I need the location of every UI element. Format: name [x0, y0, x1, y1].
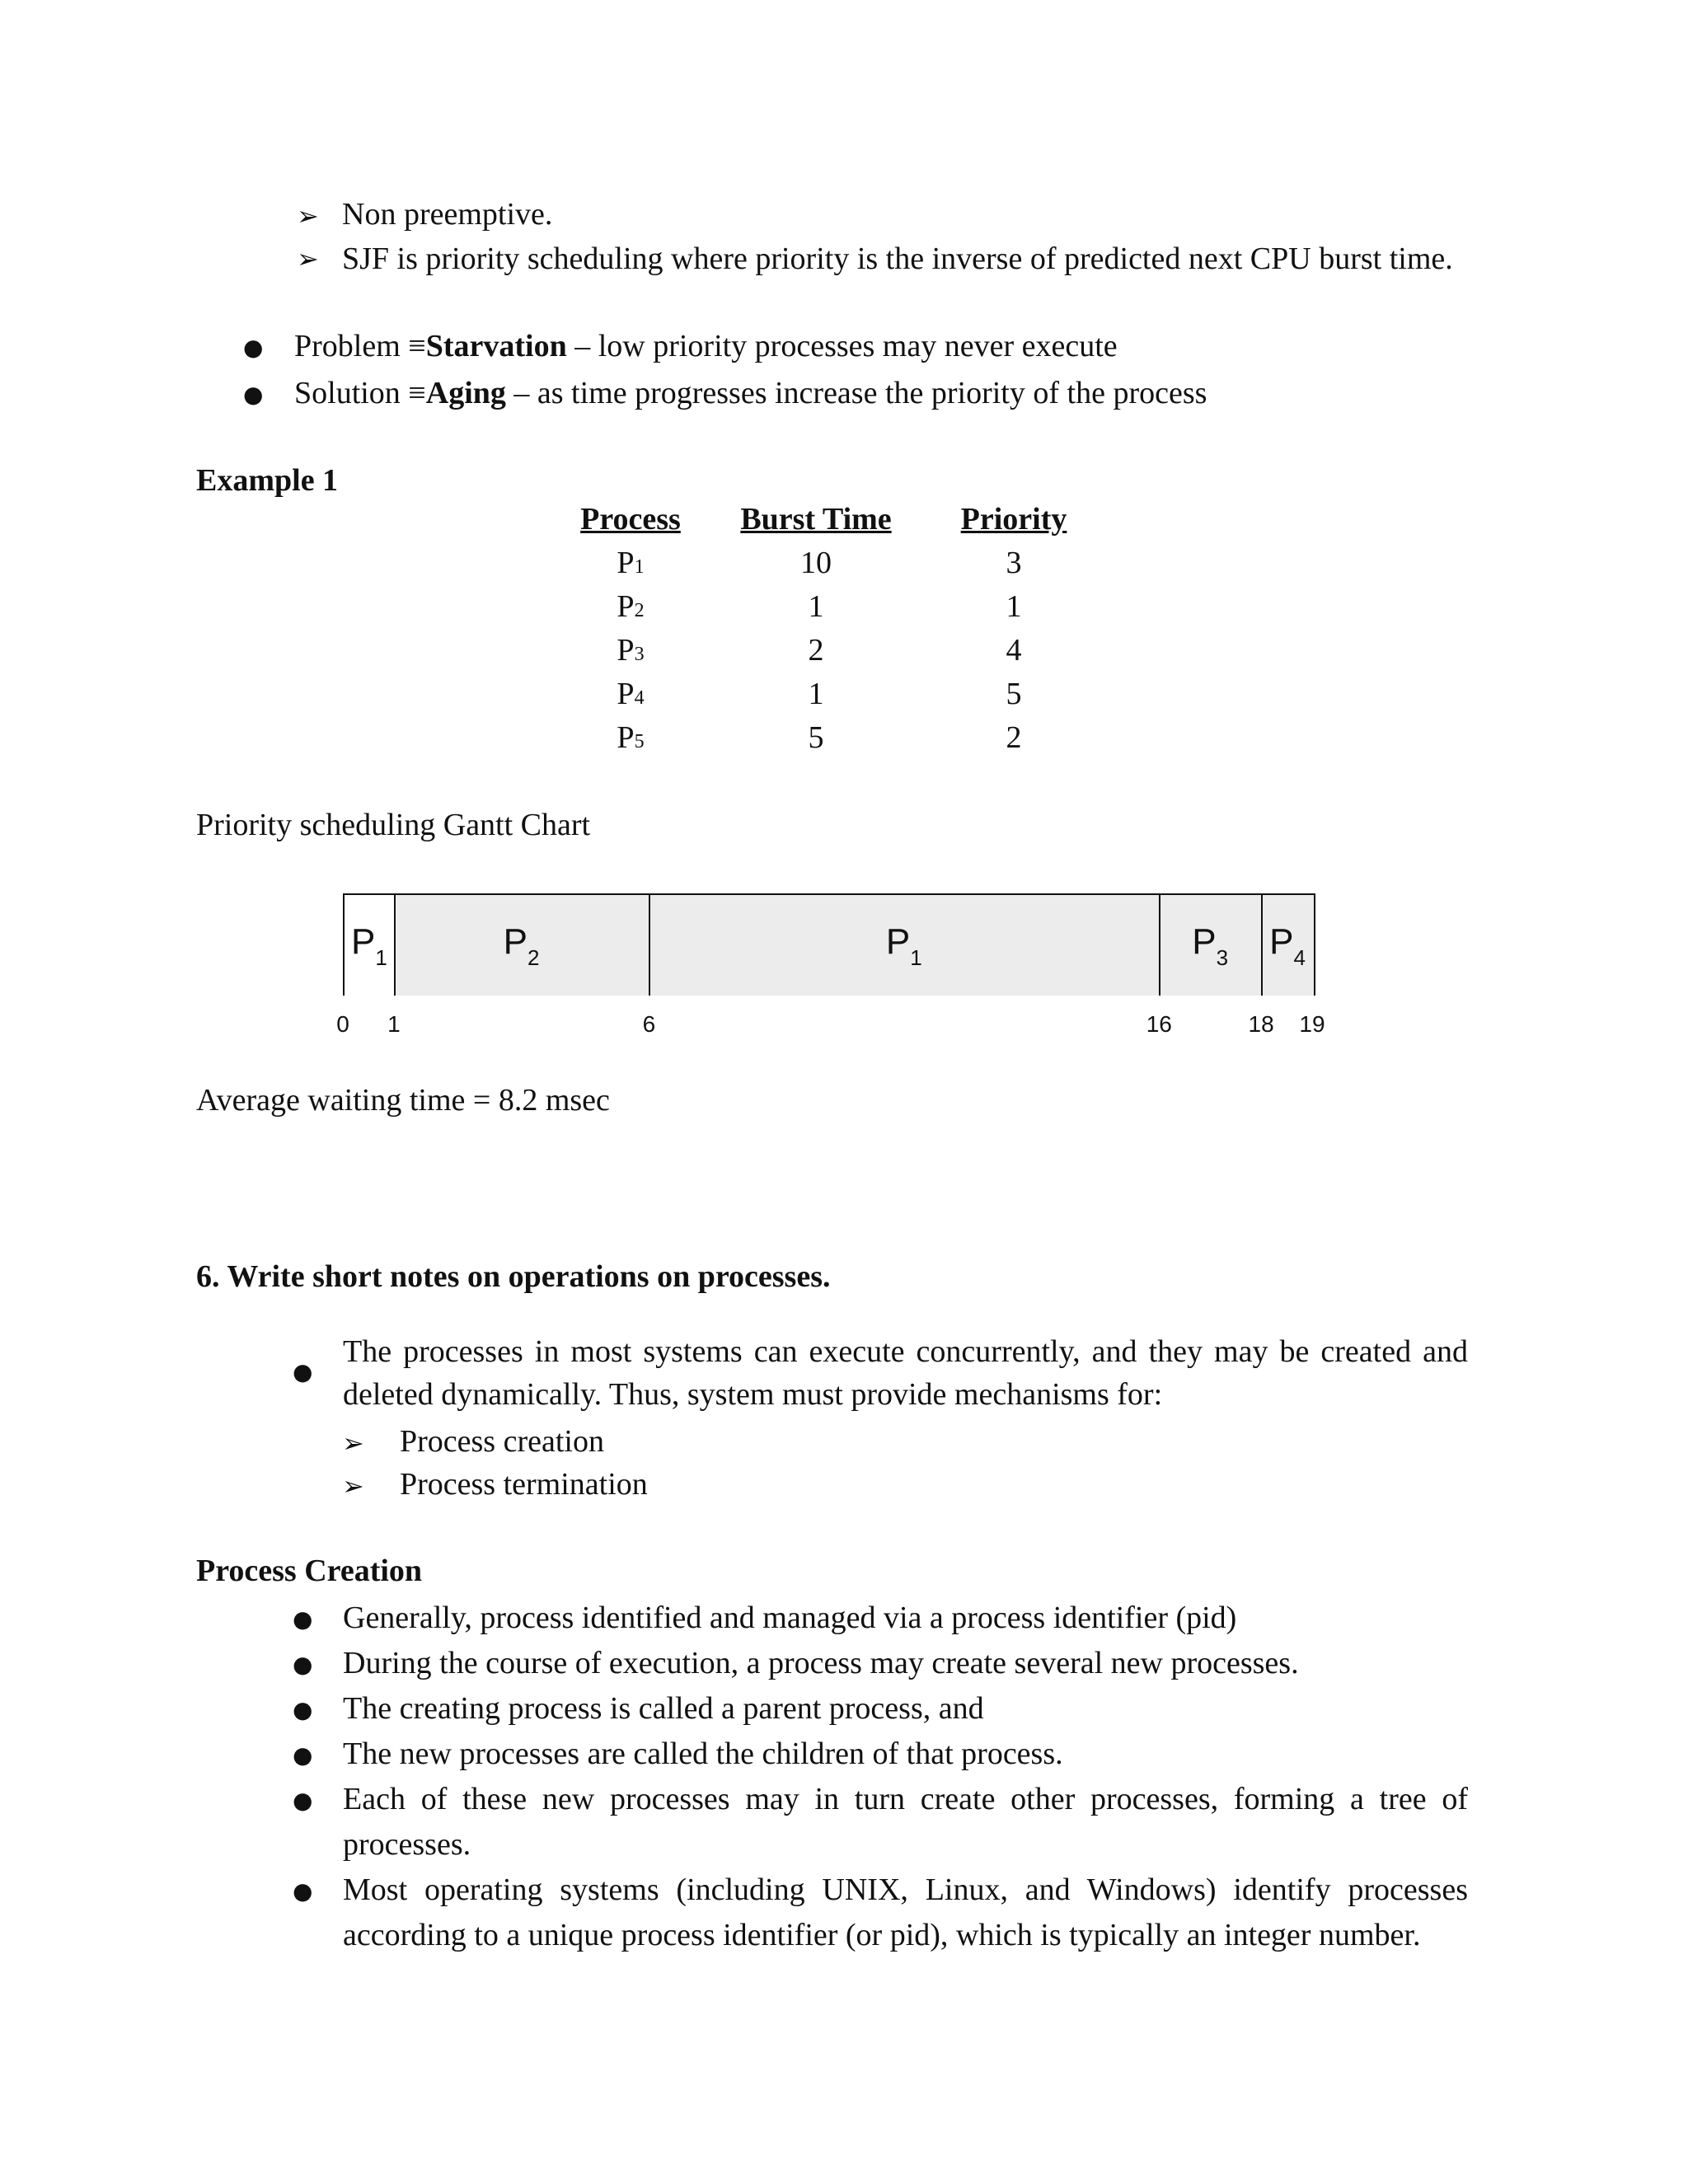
cell-burst-time: 10	[800, 545, 832, 580]
process-creation-heading: Process Creation	[196, 1554, 423, 1588]
problem-term: Starvation	[425, 329, 567, 363]
section-6-paragraph: The processes in most systems can execute concurrently, and they may be created and deleted dynamically. Thus, system must provide mechanisms for:	[343, 1334, 1468, 1412]
list-item: The creating process is called a parent process, and	[343, 1691, 984, 1726]
cell-priority: 4	[1006, 632, 1022, 668]
gantt-tick-label: 0	[336, 1011, 349, 1037]
gantt-tick-label: 18	[1248, 1011, 1274, 1037]
gantt-segment-label: $P_4$	[1269, 921, 1306, 970]
arrow-bullet-icon: ➢	[342, 1470, 364, 1502]
cell-process: P5	[617, 719, 645, 755]
cell-priority: 2	[1006, 719, 1022, 755]
list-item: The new processes are called the children of that process.	[343, 1736, 1063, 1771]
problem-rest: – low priority processes may never execute	[566, 329, 1118, 363]
bullet-dot-icon: ●	[293, 1741, 313, 1769]
col-header-process: Process	[580, 502, 681, 537]
gantt-segment	[1160, 895, 1263, 996]
gantt-segment-label: $P_2$	[503, 921, 540, 970]
bullet-dot-icon: ●	[293, 1787, 313, 1814]
table-row	[560, 585, 1096, 629]
arrow-bullet-icon: ➢	[297, 243, 319, 274]
cell-burst-time: 1	[808, 588, 824, 624]
example-heading: Example 1	[196, 463, 339, 498]
problem-line	[294, 326, 1118, 367]
cell-burst-time: 5	[808, 719, 824, 755]
bullet-dot-icon: ●	[243, 334, 264, 361]
solution-lead: Solution ≡	[294, 376, 426, 410]
bullet-dot-icon: ●	[293, 1877, 313, 1905]
solution-rest: – as time progresses increase the priority of the process	[505, 376, 1207, 410]
sub-bullet-nonpreemptive: Non preemptive.	[342, 197, 553, 232]
table-row	[560, 716, 1096, 760]
section-6-heading: 6. Write short notes on operations on processes.	[196, 1259, 831, 1294]
cell-priority: 3	[1006, 545, 1022, 580]
bullet-dot-icon: ●	[293, 1651, 313, 1678]
bullet-dot-icon: ●	[293, 1605, 313, 1633]
gantt-tick-label: 1	[387, 1011, 401, 1037]
process-table	[560, 499, 1096, 760]
cell-burst-time: 2	[808, 632, 824, 668]
col-header-priority: Priority	[960, 502, 1067, 537]
gantt-segment	[345, 895, 396, 996]
item-process-creation: Process creation	[400, 1424, 604, 1459]
solution-line	[294, 373, 1207, 414]
list-item: During the course of execution, a process may create several new processes.	[343, 1646, 1299, 1680]
table-row	[560, 629, 1096, 673]
cell-process: P2	[617, 588, 645, 624]
cell-burst-time: 1	[808, 676, 824, 711]
solution-term: Aging	[425, 376, 506, 410]
problem-lead: Problem ≡	[294, 329, 426, 363]
bullet-dot-icon: ●	[293, 1358, 313, 1385]
list-item: Each of these new processes may in turn create other processes, forming a tree of processes.	[343, 1782, 1468, 1862]
average-waiting-time: Average waiting time = 8.2 msec	[196, 1083, 610, 1118]
sub-bullet-sjf: SJF is priority scheduling where priority is the inverse of predicted next CPU burst time.	[342, 241, 1453, 276]
table-row	[560, 673, 1096, 716]
gantt-segment	[1263, 895, 1314, 996]
gantt-tick-label: 19	[1299, 1011, 1325, 1037]
gantt-chart	[343, 893, 1315, 996]
arrow-bullet-icon: ➢	[342, 1427, 364, 1459]
gantt-segment-label: $P_3$	[1192, 921, 1229, 970]
cell-process: P3	[617, 632, 645, 668]
gantt-tick-label: 6	[642, 1011, 656, 1037]
gantt-tick-label: 16	[1146, 1011, 1172, 1037]
col-header-burst: Burst Time	[740, 502, 892, 537]
bullet-dot-icon: ●	[243, 381, 264, 408]
arrow-bullet-icon: ➢	[297, 200, 319, 232]
list-item: Generally, process identified and managed via a process identifier (pid)	[343, 1601, 1237, 1635]
list-item: Most operating systems (including UNIX, Linux, and Windows) identify processes according to a unique process identifier (or pid), which is typically an integer number.	[343, 1872, 1468, 1952]
gantt-segment-label: $P_1$	[351, 921, 387, 970]
gantt-segment	[650, 895, 1160, 996]
gantt-segment	[396, 895, 650, 996]
item-process-termination: Process termination	[400, 1467, 648, 1502]
gantt-caption: Priority scheduling Gantt Chart	[196, 808, 591, 842]
cell-priority: 5	[1006, 676, 1022, 711]
table-row	[560, 541, 1096, 585]
cell-priority: 1	[1006, 588, 1022, 624]
bullet-dot-icon: ●	[293, 1696, 313, 1723]
cell-process: P1	[617, 545, 645, 580]
gantt-segment-label: $P_1$	[885, 921, 922, 970]
cell-process: P4	[617, 676, 645, 711]
